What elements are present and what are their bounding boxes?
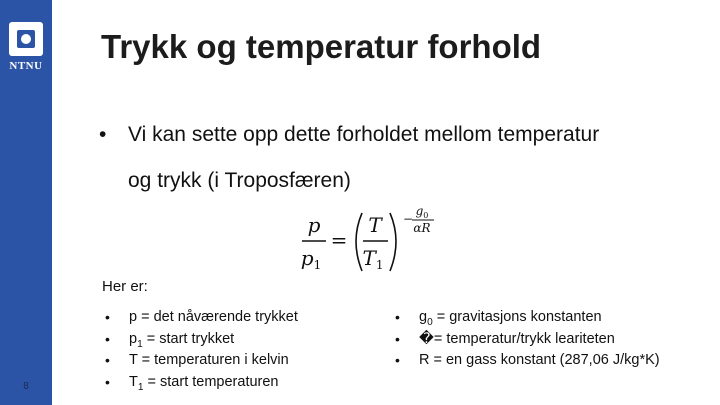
list-item: • $g_0$ = gravitasjons konstanten [395,309,602,328]
list-item: • p = det nåværende trykket [105,307,298,329]
bullet-icon: • [395,309,400,325]
bullet-icon: • [105,352,110,368]
list-item: • �= temperatur/trykk leariteten [395,329,660,351]
bullet-icon: • [105,309,110,325]
sidebar [0,0,52,405]
formula-lhs-num: p [307,213,321,237]
page-number: 8 [23,381,29,392]
list-item: • $T_1$ = start temperaturen [105,373,279,393]
list-item: • T = temperaturen i kelvin [105,350,298,372]
ntnu-logo-icon [9,22,43,56]
bullet-icon: • [105,330,110,347]
formula-exp-den: αR [413,221,431,235]
formula-right-paren [390,213,396,271]
page-title: Trykk og temperatur forhold [101,28,542,65]
formula-rhs-den: $T_1$ [362,246,384,272]
left-definition-list [105,307,298,393]
bullet-icon: • [99,123,107,146]
list-item: • R = en gass konstant (287,06 J/kg*K) [395,350,660,372]
list-item: • $p_1$ = start trykket [105,330,235,350]
bullet-icon: • [395,330,400,347]
formula-lhs-den: $p_1$ [300,246,322,272]
her-er-label: Her er: [102,278,148,295]
formula-exp-sign: − [403,212,414,226]
main-bullet-line-1: Vi kan sette opp dette forholdet mellom temperatur [128,123,600,146]
right-definition-list [395,307,660,372]
formula-exp-num: $g_0$ [415,204,429,220]
main-bullet [99,112,699,204]
formula [296,201,446,279]
formula-rhs-num: T [368,213,382,237]
main-bullet-line-2: og trykk (i Troposfæren) [128,169,351,192]
formula-left-paren [356,213,362,271]
formula-equals: = [330,228,348,252]
bullet-icon: • [395,352,400,368]
logo-text: NTNU [9,60,43,72]
bullet-icon: • [105,373,110,390]
